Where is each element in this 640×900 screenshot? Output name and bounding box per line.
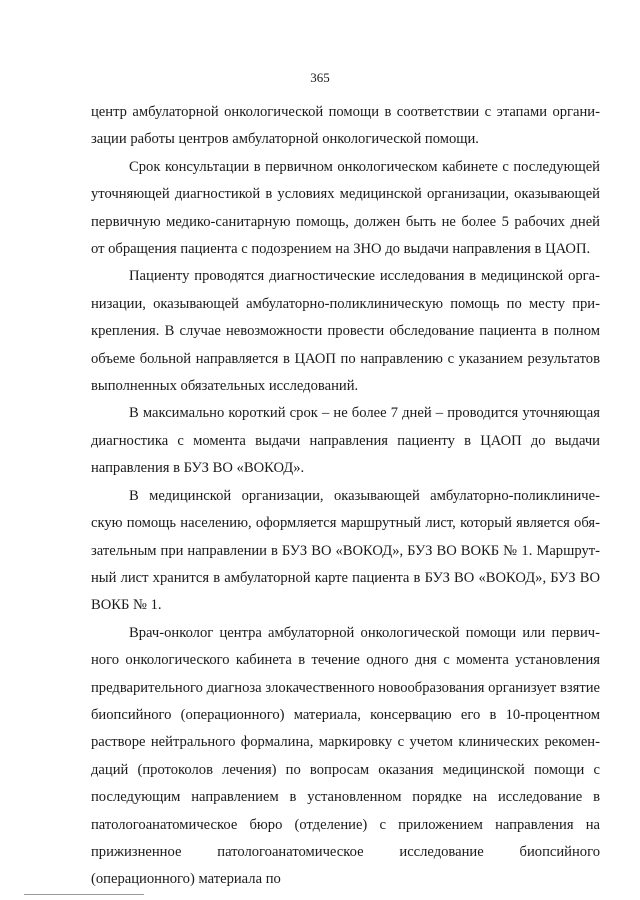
body-text <box>91 99 600 894</box>
paragraph-diagnostic-studies: Пациенту проводятся диагностические исследования в медицинской организации, оказывающей амбулаторно-поликлиническую помощь по месту прикрепления. В случае невозможности провести обследование пациента в полном объеме больной направляется в ЦАОП по направлению с указанием результатов выполненных обязательных исследований. <box>91 268 600 395</box>
paragraph-biopsy-procedure: Врач-онколог центра амбулаторной онкологической помощи или первичного онкологического кабинета в течение одного дня с момента установления предварительного диагноза злокачественного новообразования организует взятие биопсийного (операционного) материала, консервацию его в 10-процентном растворе нейтрального формалина, маркировку с учетом клинических рекомендаций (протоколов лечения) по вопросам оказания медицинской помощи с последующим направлением в установленном порядке на исследование в патологоанатомическое бюро (отделение) с приложением направления на прижизненное патологоанатомическое исследование биопсийного (операционного) материала по <box>91 624 600 888</box>
paragraph-route-sheet: В медицинской организации, оказывающей амбулаторно-поликлиническую помощь населению, оформляется маршрутный лист, который является обязательным при направлении в БУЗ ВО «ВОКОД», БУЗ ВО ВОКБ № 1. Маршрутный лист хранится в амбулаторной карте пациента в БУЗ ВО «ВОКОД», БУЗ ВО ВОКБ № 1. <box>91 487 600 614</box>
scan-edge-line <box>24 894 144 895</box>
paragraph-clarifying-diagnostics: В максимально короткий срок – не более 7 дней – проводится уточняющая диагностика с момента выдачи направления пациенту в ЦАОП до выдачи направления в БУЗ ВО «ВОКОД». <box>91 405 600 477</box>
paragraph-consultation-term: Срок консультации в первичном онкологическом кабинете с последующей уточняющей диагностикой в условиях медицинской организации, оказывающей первичную медико-санитарную помощь, должен быть не более 5 рабочих дней от обращения пациента с подозрением на ЗНО до выдачи направления в ЦАОП. <box>91 158 600 258</box>
page-number: 365 <box>310 70 330 85</box>
paragraph-continuation: центр амбулаторной онкологической помощи в соответствии с этапами организации работы центров амбулаторной онкологической помощи. <box>91 104 600 148</box>
